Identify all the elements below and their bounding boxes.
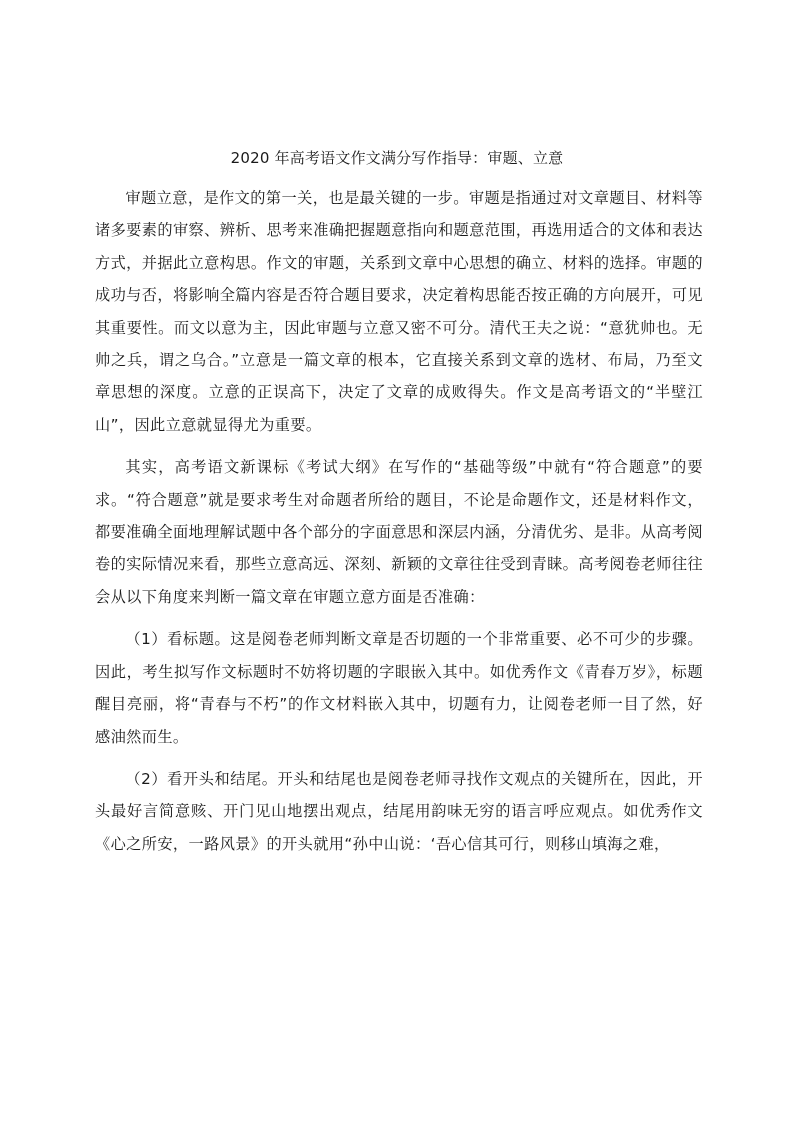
document-title: 2020 年高考语文作文满分写作指导：审题、立意 [230, 149, 564, 167]
paragraph-point-title: （1）看标题。这是阅卷老师判断文章是否切题的一个非常重要、必不可少的步骤。因此，考生拟写作文标题时不妨将切题的字眼嵌入其中。如优秀作文《青春万岁》，标题醒目亮丽，将“青春与不朽”的作文材料嵌入其中，切题有力，让阅卷老师一目了然，好感油然而生。 [95, 630, 703, 746]
paragraph-exam-outline: 其实，高考语文新课标《考试大纲》在写作的“基础等级”中就有“符合题意”的要求。“符合题意”就是要求考生对命题者所给的题目，不论是命题作文，还是材料作文，都要准确全面地理解试题中各个部分的字面意思和深层内涵，分清优劣、是非。从高考阅卷的实际情况来看，那些立意高远、深刻、新颖的文章往往受到青睐。高考阅卷老师往往会从以下角度来判断一篇文章在审题立意方面是否准确： [95, 458, 703, 606]
paragraph-intro: 审题立意，是作文的第一关，也是最关键的一步。审题是指通过对文章题目、材料等诸多要素的审察、辨析、思考来准确把握题意指向和题意范围，再选用适合的文体和表达方式，并据此立意构思。作文的审题，关系到文章中心思想的确立、材料的选择。审题的成功与否，将影响全篇内容是否符合题目要求，决定着构思能否按正确的方向展开，可见其重要性。而文以意为主，因此审题与立意又密不可分。清代王夫之说：“意犹帅也。无帅之兵，谓之乌合。”立意是一篇文章的根本，它直接关系到文章的选材、布局，乃至文章思想的深度。立意的正误高下，决定了文章的成败得失。作文是高考语文的“半壁江山”，因此立意就显得尤为重要。 [95, 189, 703, 434]
paragraph-point-opening-ending: （2）看开头和结尾。开头和结尾也是阅卷老师寻找作文观点的关键所在，因此，开头最好言简意赅、开门见山地摆出观点，结尾用韵味无穷的语言呼应观点。如优秀作文《心之所安，一路风景》的开头就用“孙中山说：‘吾心信其可行，则移山填海之难， [95, 769, 703, 853]
document-body [95, 182, 703, 870]
